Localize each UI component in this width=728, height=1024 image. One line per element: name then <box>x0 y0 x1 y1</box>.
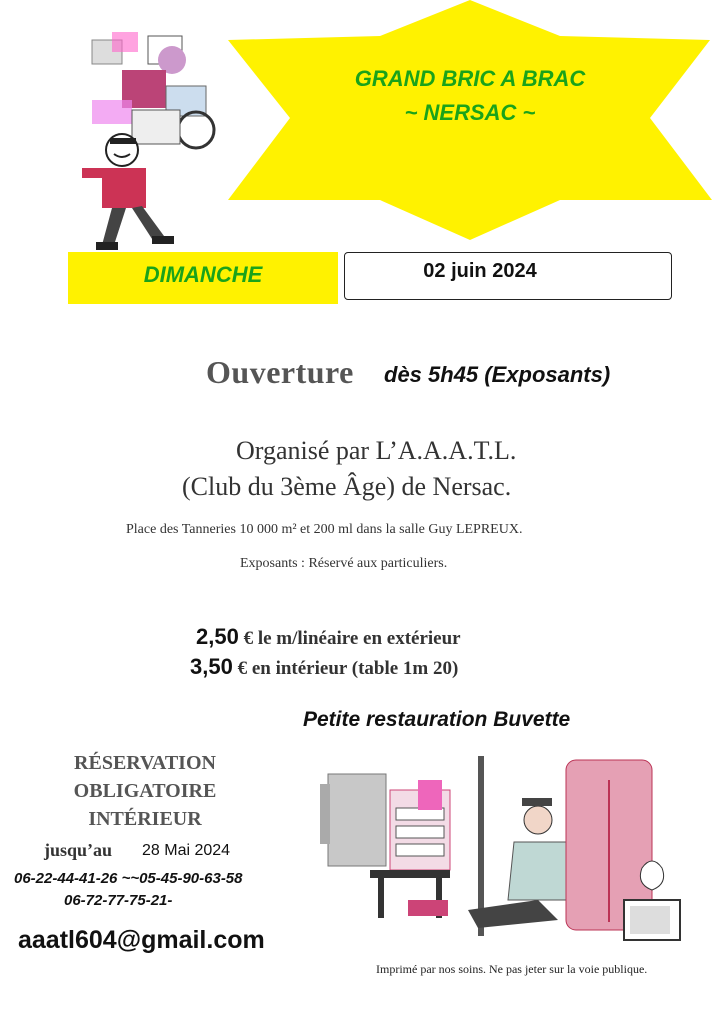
reservation-line3: INTÉRIEUR <box>88 808 202 830</box>
banner-title-line2: ~ NERSAC ~ <box>404 100 536 125</box>
phone-numbers-line2: 06-72-77-75-21- <box>64 892 173 909</box>
phone-numbers-line1: 06-22-44-41-26 ~~05-45-90-63-58 <box>14 870 243 887</box>
date-label: 02 juin 2024 <box>423 260 537 282</box>
opening-detail: dès 5h45 (Exposants) <box>384 362 611 387</box>
interior-illustration <box>318 750 698 950</box>
price-text: € en intérieur (table 1m 20) <box>237 658 459 679</box>
price-amount: 2,50 <box>196 624 239 649</box>
price-indoor <box>190 654 458 680</box>
price-text: € le m/linéaire en extérieur <box>243 628 461 649</box>
contact-email[interactable]: aaatl604@gmail.com <box>18 926 265 954</box>
footer-note: Imprimé par nos soins. Ne pas jeter sur la voie publique. <box>376 962 648 976</box>
organizer-line1: Organisé par L’A.A.A.T.L. <box>236 436 517 465</box>
banner-title-line1: GRAND BRIC A BRAC <box>354 66 586 91</box>
reservation-until-label: jusqu’au <box>44 840 113 860</box>
reservation-line2: OBLIGATOIRE <box>73 780 217 802</box>
price-amount: 3,50 <box>190 654 233 679</box>
mascot-illustration <box>72 30 222 255</box>
exhibitors-info: Exposants : Réservé aux particuliers. <box>240 556 448 571</box>
opening-label: Ouverture <box>206 354 354 390</box>
organizer-line2: (Club du 3ème Âge) de Nersac. <box>182 472 512 501</box>
place-info: Place des Tanneries 10 000 m² et 200 ml dans la salle Guy LEPREUX. <box>126 522 523 537</box>
food-info: Petite restauration Buvette <box>303 708 571 731</box>
price-outdoor <box>196 624 461 650</box>
day-label: DIMANCHE <box>143 262 263 287</box>
reservation-line1: RÉSERVATION <box>74 752 216 774</box>
reservation-until-date: 28 Mai 2024 <box>142 842 231 859</box>
